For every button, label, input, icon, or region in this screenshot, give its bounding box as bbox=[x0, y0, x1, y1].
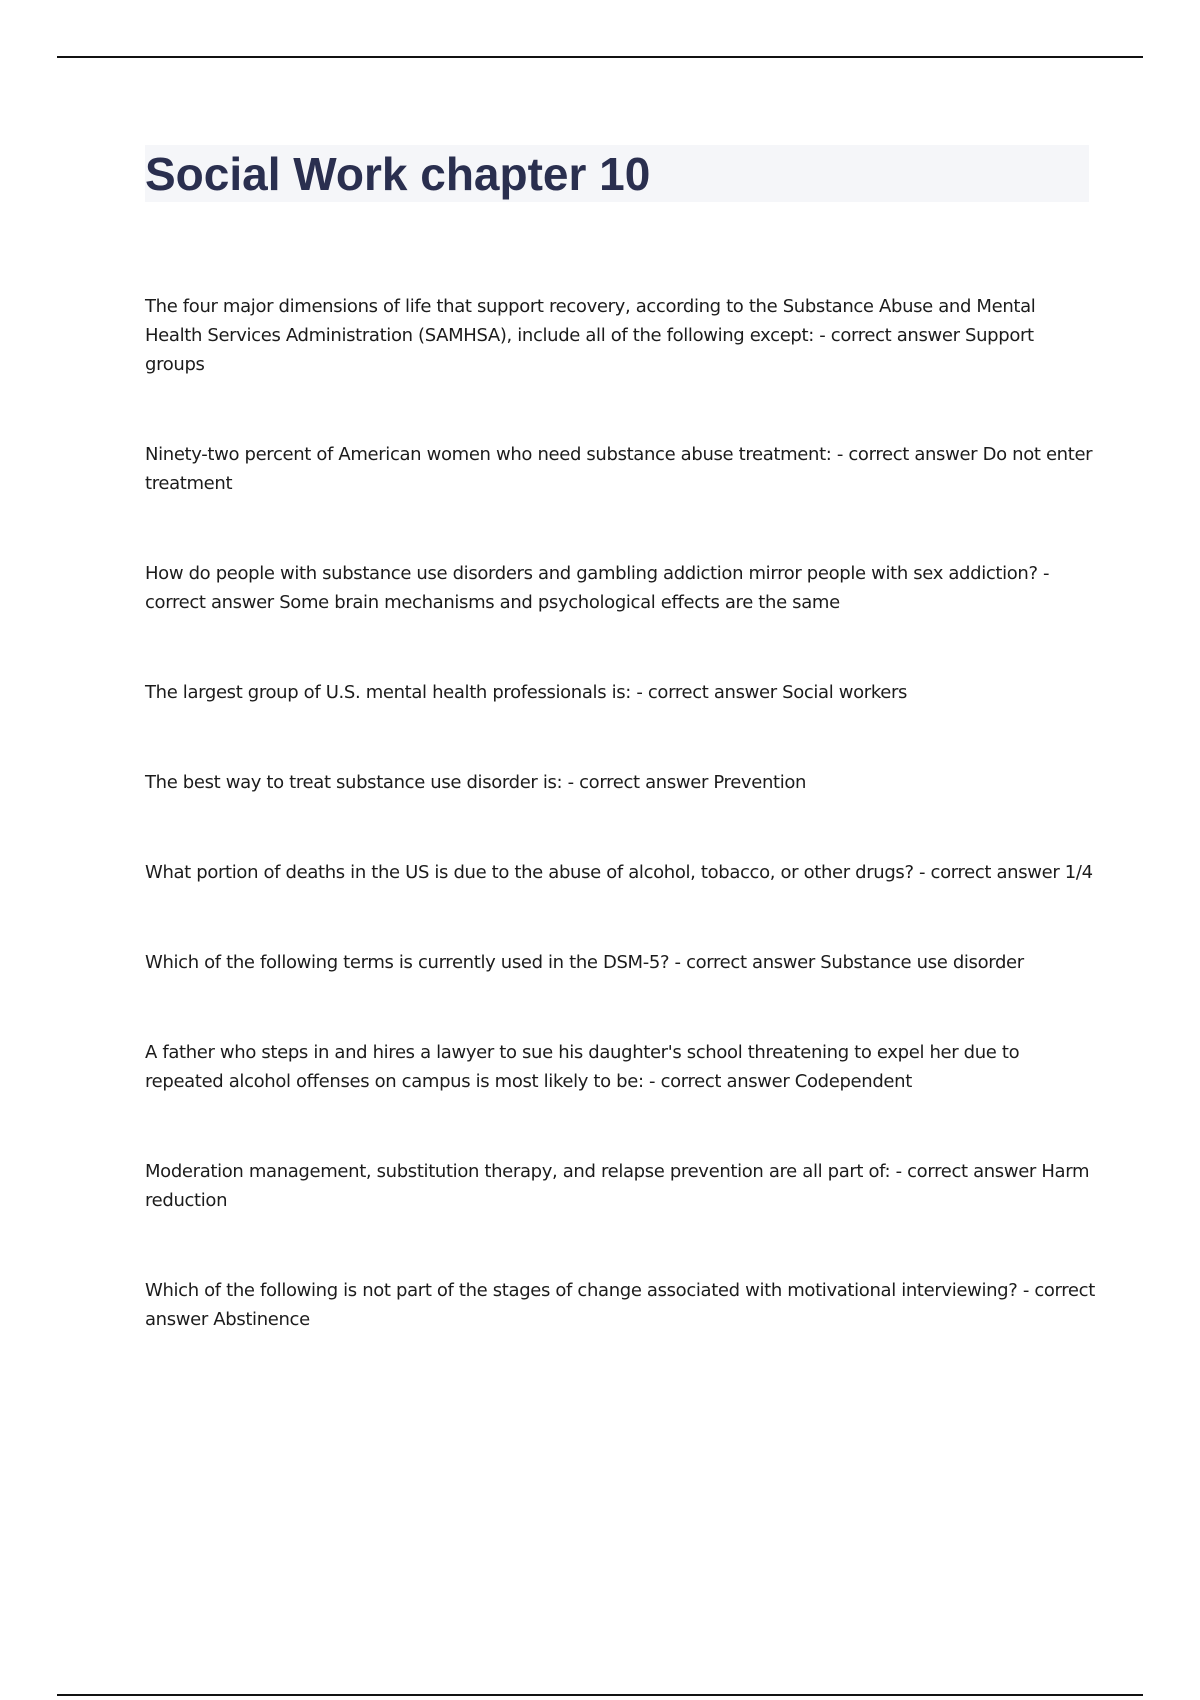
top-rule bbox=[57, 56, 1143, 58]
bottom-rule bbox=[57, 1694, 1143, 1696]
question-item: A father who steps in and hires a lawyer to sue his daughter's school threatening to expel her due to repeated alcohol offenses on campus is most likely to be: - correct answer Codependent bbox=[145, 1042, 1020, 1092]
question-item: Which of the following is not part of the stages of change associated with motivational interviewing? - correct answer Abstinence bbox=[145, 1280, 1095, 1330]
question-item: Ninety-two percent of American women who need substance abuse treatment: - correct answer Do not enter treatment bbox=[145, 444, 1093, 494]
question-item: Moderation management, substitution therapy, and relapse prevention are all part of: - correct answer Harm reduction bbox=[145, 1161, 1090, 1211]
question-item: How do people with substance use disorders and gambling addiction mirror people with sex addiction? - correct answer Some brain mechanisms and psychological effects are the same bbox=[145, 563, 1050, 613]
page-title: Social Work chapter 10 bbox=[145, 148, 651, 200]
question-item: The largest group of U.S. mental health professionals is: - correct answer Social workers bbox=[145, 682, 908, 703]
question-item: What portion of deaths in the US is due to the abuse of alcohol, tobacco, or other drugs? - correct answer 1/4 bbox=[145, 862, 1093, 883]
question-item: The four major dimensions of life that support recovery, according to the Substance Abuse and Mental Health Services Administration (SAMHSA), include all of the following except: - correct answer Support groups bbox=[145, 296, 1036, 375]
question-list bbox=[145, 292, 1095, 1395]
question-item: The best way to treat substance use disorder is: - correct answer Prevention bbox=[145, 772, 807, 793]
question-item: Which of the following terms is currently used in the DSM-5? - correct answer Substance use disorder bbox=[145, 952, 1024, 973]
